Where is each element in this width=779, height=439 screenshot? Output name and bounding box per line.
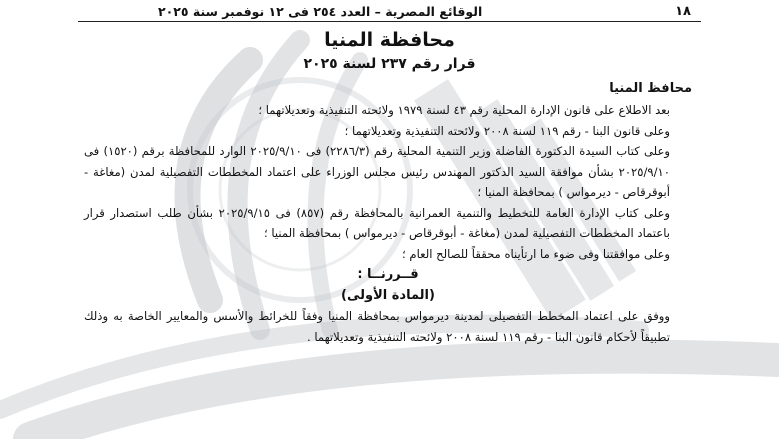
governorate-title: محافظة المنيا (324, 29, 455, 51)
decree-title: قرار رقم ٢٣٧ لسنة ٢٠٢٥ (303, 56, 476, 72)
paragraph: وعلى موافقتنا وفى ضوء ما ارتأيناه محققاً للصالح العام ؛ (402, 246, 670, 261)
header-divider (78, 21, 701, 22)
signer-heading: محافظ المنيا (609, 81, 692, 96)
paragraph: وعلى كتاب الإدارة العامة للتخطيط والتنمية العمرانية بالمحافظة رقم (٨٥٧) فى ٢٠٢٥/٩/١٥ بشأن طلب استصدار قرار باعتماد المخططات التفصيلية لمدن (مغاغة - أبوقرقاص - ديرمواس ) بمحافظة المنيا ؛ (84, 205, 671, 240)
article-text: ووفق على اعتماد المخطط التفصيلى لمدينة ديرمواس بمحافظة المنيا وفقاً للخرائط والأسس والمعايير الخاصة به وذلك تطبيقاً لأحكام قانون البنا - رقم ١١٩ لسنة ٢٠٠٨ ولائحته التنفيذية وتعديلاتهما . (84, 309, 670, 344)
running-title: الوقائع المصرية – العدد ٢٥٤ فى ١٢ نوفمبر سنة ٢٠٢٥ (158, 3, 483, 19)
paragraph: وعلى قانون البنا - رقم ١١٩ لسنة ٢٠٠٨ ولائحته التنفيذية وتعديلاتهما ؛ (344, 123, 670, 138)
page-number: ١٨ (675, 3, 691, 19)
paragraph: بعد الاطلاع على قانون الإدارة المحلية رقم ٤٣ لسنة ١٩٧٩ ولائحته التنفيذية وتعديلاتهما ؛ (258, 103, 670, 117)
decided-heading: قــررنــا : (357, 267, 419, 282)
page-header (78, 2, 701, 20)
decree-body (84, 78, 692, 347)
paragraph: وعلى كتاب السيدة الدكتورة الفاضلة وزير التنمية المحلية رقم (٢٢٨٦/٣) فى ٢٠٢٥/٩/١٠ الوارد للمحافظة برقم (١٥٢٠) فى ٢٠٢٥/٩/١٠ بشأن موافقة السيد الدكتور المهندس رئيس مجلس الوزراء على اعتماد المخططات التفصيلية لمدن (مغاغة - أبوقرقاص - ديرمواس ) بمحافظة المنيا ؛ (84, 144, 670, 199)
article-title: (المادة الأولى) (341, 288, 435, 303)
